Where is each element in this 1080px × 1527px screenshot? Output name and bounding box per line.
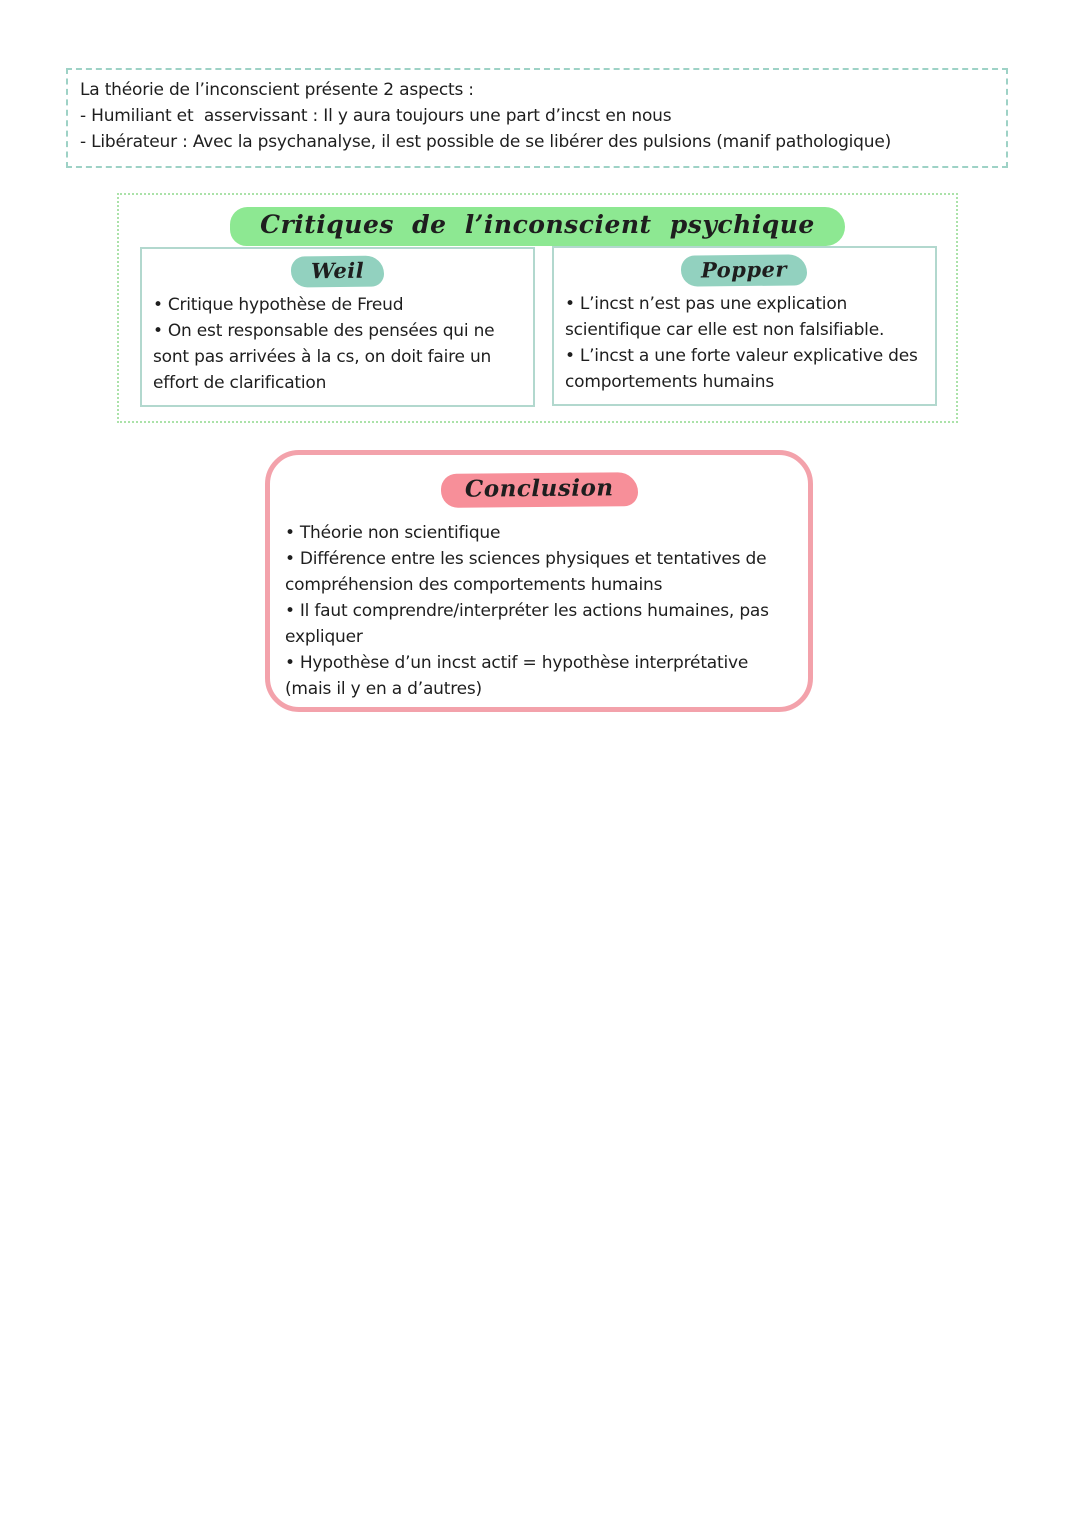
- weil-title-row: [153, 256, 522, 287]
- bullet-icon: •: [285, 601, 295, 621]
- critiques-title-row: [119, 207, 956, 246]
- weil-bullets: [153, 292, 522, 396]
- weil-box: [140, 247, 535, 407]
- bullet-icon: •: [285, 523, 295, 543]
- conclusion-title-row: [285, 473, 793, 507]
- bullet-text: Différence entre les sciences physiques et tentatives de compréhension des comportements humains: [285, 549, 767, 595]
- conclusion-bullets: [285, 520, 793, 702]
- popper-bullets: [565, 291, 924, 395]
- critiques-section: [117, 193, 958, 423]
- bullet-item: [565, 291, 924, 343]
- bullet-text: On est responsable des pensées qui ne sont pas arrivées à la cs, on doit faire un effort de clarification: [153, 321, 495, 393]
- bullet-text: Hypothèse d’un incst actif = hypothèse interprétative (mais il y en a d’autres): [285, 653, 749, 699]
- intro-line-2: - Humiliant et asservissant : Il y aura toujours une part d’incst en nous: [80, 106, 672, 126]
- intro-line-1: La théorie de l’inconscient présente 2 aspects :: [80, 80, 474, 100]
- conclusion-title: Conclusion: [441, 472, 638, 508]
- popper-title: Popper: [681, 254, 807, 286]
- bullet-text: Critique hypothèse de Freud: [167, 295, 404, 315]
- critiques-section-title: Critiques de l’inconscient psychique: [230, 207, 845, 246]
- conclusion-box: [265, 450, 813, 712]
- bullet-item: [285, 650, 793, 702]
- bullet-text: L’incst n’est pas une explication scientifique car elle est non falsifiable.: [565, 294, 885, 340]
- popper-box: [552, 246, 937, 406]
- bullet-text: Théorie non scientifique: [299, 523, 501, 543]
- bullet-text: Il faut comprendre/interpréter les actions humaines, pas expliquer: [285, 601, 769, 647]
- bullet-item: [153, 292, 522, 318]
- bullet-item: [285, 598, 793, 650]
- bullet-icon: •: [565, 294, 575, 314]
- weil-title: Weil: [291, 256, 385, 288]
- bullet-item: [285, 546, 793, 598]
- bullet-icon: •: [153, 295, 163, 315]
- intro-box: [66, 68, 1008, 168]
- intro-line-3: - Libérateur : Avec la psychanalyse, il est possible de se libérer des pulsions (manif pathologique): [80, 132, 892, 152]
- bullet-item: [565, 343, 924, 395]
- bullet-icon: •: [285, 653, 295, 673]
- bullet-icon: •: [285, 549, 295, 569]
- bullet-icon: •: [565, 346, 575, 366]
- bullet-icon: •: [153, 321, 163, 341]
- popper-title-row: [565, 255, 924, 286]
- bullet-text: L’incst a une forte valeur explicative des comportements humains: [565, 346, 918, 392]
- bullet-item: [285, 520, 793, 546]
- bullet-item: [153, 318, 522, 396]
